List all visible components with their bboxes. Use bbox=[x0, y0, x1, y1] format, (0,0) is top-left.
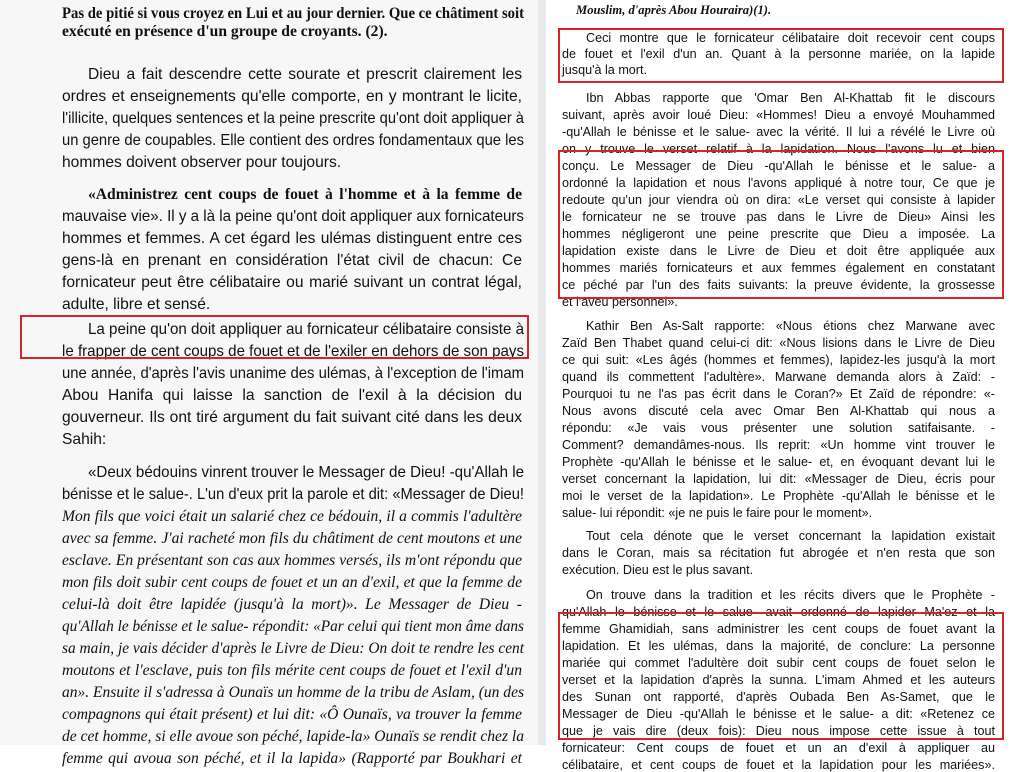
text-line: de fouet et l'exil d'un an. Quant à la personne mariée, on la lapide bbox=[562, 47, 995, 61]
text-line: mon fils doit subir cent coups de fouet et un an d'exil, et que la femme de bbox=[62, 574, 522, 591]
text-line: dans le Coran, mais sa récitation fut abrogée et n'en resta que son bbox=[562, 546, 995, 560]
text-line: Messager de Dieu -qu'Allah le bénisse et le salue- a dit: «Retenez ce bbox=[562, 707, 995, 721]
text-line: lapidation. Et les ulémas, dans la majorité, de conclure: La personne bbox=[562, 639, 995, 653]
text-line: suivant, après avoir loué Dieu: «Hommes! Dieu a envoyé Mouhammed bbox=[562, 108, 995, 122]
text-line: -qu'Allah le bénisse et le salue- avec la vérité. Il lui a révélé le Livre où bbox=[562, 125, 995, 139]
text-line: Mouslim, d'après Abou Houraira)(1). bbox=[576, 3, 772, 17]
page-gutter bbox=[538, 0, 546, 745]
text-line: ce qui suit: «Les âgés (hommes et femmes), lapidez-les jusqu'à la mort bbox=[562, 353, 995, 367]
text-line: et l'aveu personnel». bbox=[562, 295, 678, 309]
text-line: une année, d'après l'avis unanime des ulémas, à l'exception de l'imam bbox=[62, 365, 524, 382]
text-line: exécuté en présence d'un groupe de croyants. (2). bbox=[62, 23, 388, 40]
text-line: an». Ensuite il s'adressa à Ounaïs un homme de la tribu de Aslam, (un des bbox=[62, 684, 524, 701]
text-line: Pourquoi tu ne l'as pas écrit dans le Coran?» Et Zaïd de répondre: «- bbox=[562, 387, 995, 401]
text-line: Pas de pitié si vous croyez en Lui et au jour dernier. Que ce châtiment soit bbox=[62, 5, 524, 22]
text-line: Tout cela dénote que le verset concernant la lapidation existait bbox=[586, 529, 995, 543]
text-line: le fornicateur ne se trouve pas dans le Livre de Dieu» Ainsi les bbox=[562, 210, 995, 224]
text-line: le frapper de cent coups de fouet et de l'exiler en dehors de son pays bbox=[62, 343, 524, 360]
text-line: qu'Allah le bénisse et le salue- avait ordonné de lapider Ma'ez et la bbox=[562, 605, 995, 619]
text-line: avec sa femme. J'ai racheté mon fils du châtiment de cent moutons et une bbox=[62, 530, 522, 547]
text-line: femme Ghamidiah, sans administrer les cent coups de fouet avant la bbox=[562, 622, 995, 636]
text-line: Ceci montre que le fornicateur célibataire doit recevoir cent coups bbox=[586, 31, 995, 45]
text-line: gouverneur. Ils ont tiré argument du fait suivant cité dans les deux bbox=[62, 409, 522, 426]
text-line: Sahih: bbox=[62, 431, 107, 448]
text-line: de cet homme, si elle avoue son péché, lapide-la» Ounaïs se rendit chez la bbox=[62, 728, 524, 745]
text-line: conçu. Le Messager de Dieu -qu'Allah le bénisse et le salue- a bbox=[562, 159, 995, 173]
text-line: répondu: «Je vais vous présenter une solution satifaisante. - bbox=[562, 421, 995, 435]
text-line: «Administrez cent coups de fouet à l'homme et à la femme de bbox=[88, 186, 522, 203]
text-line: sa main, je vais décider d'après le Livre de Dieu: On doit te rendre les cent bbox=[62, 640, 524, 657]
text-line: célibataire, et cent coups de fouet et la lapidation pour les mariées». bbox=[562, 758, 995, 772]
text-line: compagnons qui était présent) et lui dit: «Ô Ounaïs, va trouver la femme bbox=[62, 706, 522, 723]
text-line: gens-là en prenant en considération l'état civil de chacun: Ce bbox=[62, 252, 522, 269]
text-line: fornicateur peut être célibataire ou marié suivant un contrat légal, bbox=[62, 274, 522, 291]
text-line: celui-là doit être lapidée (jusqu'à la mort)». Le Messager de Dieu - bbox=[62, 596, 522, 613]
text-line: hommes doivent observer pour toujours. bbox=[62, 154, 342, 171]
text-line: esclave. En présentant son cas aux hommes versés, ils m'ont répondu que bbox=[62, 552, 522, 569]
text-line: qu'Allah le bénisse et le salue- répondit: «Par celui qui tient mon âme dans bbox=[62, 618, 524, 635]
text-line: femme qui avoua son péché, et il la lapida» (Rapporté par Boukhari et bbox=[62, 750, 522, 767]
text-line: «Deux bédouins vinrent trouver le Messager de Dieu! -qu'Allah le bbox=[88, 464, 524, 481]
text-line: moutons et l'esclave, puis ton fils mérite cent coups de fouet et l'exil d'un bbox=[62, 662, 522, 679]
text-line: verset concernant la lapidation, lui dit: «Messager de Dieu, écris pour bbox=[562, 472, 995, 486]
text-line: Kathir Ben As-Salt rapporte: «Nous étions chez Marwane avec bbox=[586, 319, 995, 333]
text-line: Dieu a fait descendre cette sourate et prescrit clairement les bbox=[88, 66, 522, 83]
text-line: salue- lui répondit: «je ne puis le faire pour le moment». bbox=[562, 506, 873, 520]
text-line: un genre de coupables. Elle contient des ordres fondamentaux que les bbox=[62, 132, 524, 149]
text-line: exécution. Dieu est le plus savant. bbox=[562, 563, 754, 577]
text-line: jusqu'à la mort. bbox=[562, 63, 648, 77]
text-line: mariée qui commet l'adultère doit subir cent coups de fouet selon le bbox=[562, 656, 995, 670]
text-line: l'illicite, quelques sentences et la peine prescrite qu'ont doit appliquer à bbox=[62, 110, 524, 127]
text-line: verset et la lapidation d'après la sunna. L'imam Ahmed et les auteurs bbox=[562, 673, 995, 687]
text-line: Ibn Abbas rapporte que 'Omar Ben Al-Khattab fit le discours bbox=[586, 91, 995, 105]
text-line: moi le verset de la lapidation». Le Prophète -qu'Allah le bénisse et le bbox=[562, 489, 995, 503]
text-line: On trouve dans la tradition et les récits divers que le Prophète - bbox=[586, 588, 995, 602]
text-line: on y trouve le verset relatif à la lapidation. Nous l'avons lu et bien bbox=[562, 142, 995, 156]
text-line: ordonné la lapidation et nous l'avons appliqué à notre tour, Ce que je bbox=[562, 176, 995, 190]
text-line: ordres et enseignements qu'elle comporte, en y montrant le licite, bbox=[62, 88, 522, 105]
text-line: mauvaise vie». Il y a là la peine qu'ont doit appliquer aux fornicateurs bbox=[62, 208, 524, 225]
text-line: hommes négligeront une peine prescrite que Dieu a imposée. La bbox=[562, 227, 995, 241]
text-line: adulte, libre et sensé. bbox=[62, 296, 211, 313]
text-line: Abou Hanifa qui laisse la sanction de l'exil à la décision du bbox=[62, 387, 522, 404]
text-line: bénisse et le salue-. L'un d'eux prit la parole et dit: «Messager de Dieu! bbox=[62, 486, 524, 503]
text-line: Mon fils que voici était un salarié chez ce bédouin, il a commis l'adultère bbox=[62, 508, 522, 525]
text-line: La peine qu'on doit appliquer au fornicateur célibataire consiste à bbox=[88, 321, 524, 338]
text-line: lapidation existe dans le Livre de Dieu et doit être appliquée aux bbox=[562, 244, 995, 258]
text-line: hommes mariés fornicateurs et aux femmes également en constatant bbox=[562, 261, 995, 275]
text-line: que je vais dire (deux fois): Dieu nous impose cette issue à tout bbox=[562, 724, 995, 738]
text-line: Zaïd Ben Thabet quand celui-ci dit: «Nous lisions dans le Livre de Dieu bbox=[562, 336, 995, 350]
text-line: des Sunan ont rapporté, d'après Oubada Ben As-Samet, que le bbox=[562, 690, 995, 704]
text-line: Nous avons discuté cela avec Omar Ben Al-Khattab qui nous a bbox=[562, 404, 995, 418]
text-line: redoute qu'un jour viendra où on dira: «Le verset qui consiste à lapider bbox=[562, 193, 995, 207]
text-line: hommes et femmes. A cet égard les ulémas distinguent entre ces bbox=[62, 230, 522, 247]
text-line: ce péché par l'un des faits suivants: la preuve évidente, la grossesse bbox=[562, 278, 995, 292]
text-line: Prophète -qu'Allah le bénisse et le salue- et, en évoquant devant lui le bbox=[562, 455, 995, 469]
text-line: quand ils commettent l'adultère». Marwane demanda alors à Zaïd: - bbox=[562, 370, 995, 384]
text-line: fornicateur: Cent coups de fouet et un an d'exil à appliquer au bbox=[562, 741, 995, 755]
text-line: Comment? demandâmes-nous. Ils reprit: «Un homme vint trouver le bbox=[562, 438, 995, 452]
